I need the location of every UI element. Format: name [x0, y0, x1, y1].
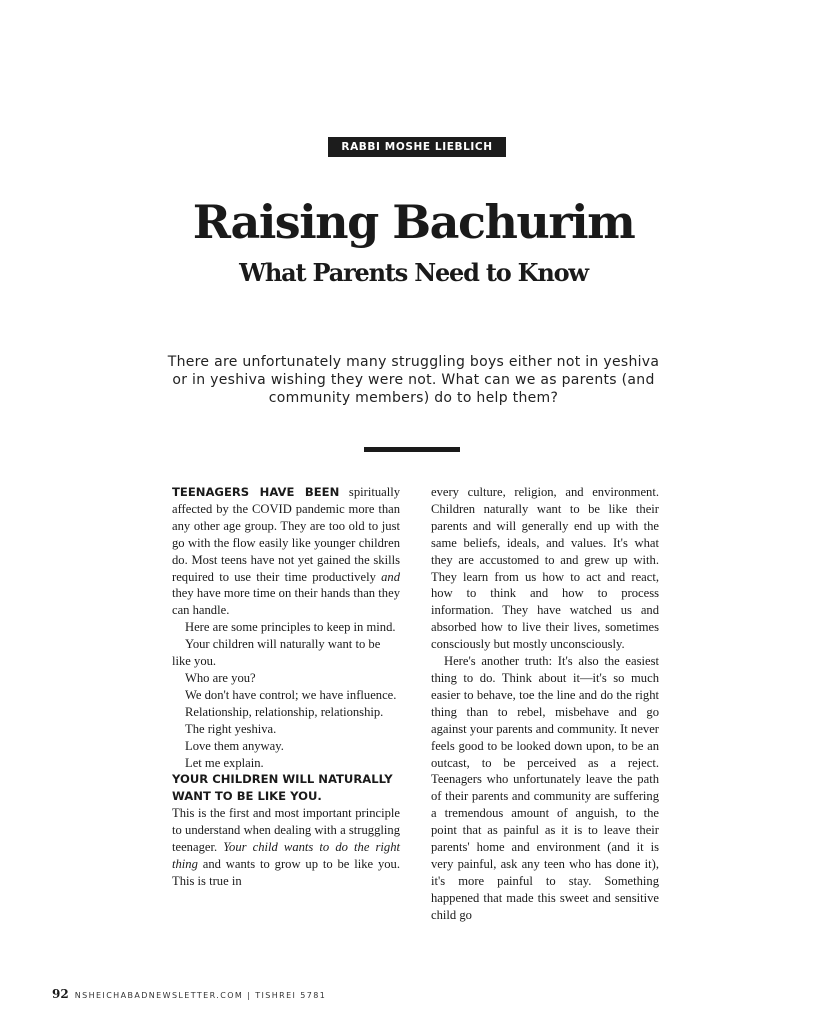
principle-item: The right yeshiva. [185, 721, 277, 736]
principle-item: Love them anyway. [185, 738, 284, 753]
left-column [172, 484, 400, 890]
principle-item: Relationship, relationship, relationship. [185, 704, 384, 719]
body-paragraph: Here's another truth: It's also the easiest thing to do. Think about it—it's so much easier to behave, toe the line and do the right thing than to rebel, misbehave and go against your parents and community. It never feels good to be looked down upon, to be an outcast, to be perceived as a reject. Teenagers who unfortunately leave the path of their parents and community are suffering a tremendous amount of anguish, to the point that as painful as it is to leave their parents' home and environment (and it is very painful, ask any teen who has done it), it's more painful to stay. Something happened that made this sweet and sensitive child go [431, 654, 659, 922]
author-byline: RABBI MOSHE LIEBLICH [328, 137, 506, 157]
body-paragraph: every culture, religion, and environment. Children naturally want to be like their parents and will generally end up with the same beliefs, ideals, and values. It's what they are accustomed to and grew up with. They learn from us how to act and react, how to think and how to process information. They have watched us and absorbed how to live their lives, sometimes consciously but mostly unconsciously. [431, 485, 659, 652]
principle-item: Your children will naturally want to be like you. [172, 637, 381, 669]
lead-in: TEENAGERS HAVE BEEN [172, 485, 340, 499]
footer-text: NSHEICHABADNEWSLETTER.COM | TISHREI 5781 [74, 991, 327, 1000]
article-intro: There are unfortunately many struggling boys either not in yeshiva or in yeshiva wishing they were not. What can we as parents (and community members) do to help them? [167, 354, 660, 406]
page-number: 92 [52, 987, 69, 1001]
principles-intro: Here are some principles to keep in mind. [185, 620, 396, 635]
principle-item: Let me explain. [185, 755, 264, 770]
lead-paragraph: TEENAGERS HAVE BEEN spiritually affected by the COVID pandemic more than any other age group. They are too old to just go with the flow easily like younger children do. Most teens have not yet gained the skills required to use their time productively and they have more time on their hands than they can handle. [172, 485, 400, 618]
right-column [431, 484, 659, 924]
page-footer [52, 987, 326, 1001]
article-subtitle: What Parents Need to Know [239, 258, 588, 287]
article-title: Raising Bachurim [192, 195, 635, 249]
body-paragraph: This is the first and most important principle to understand when dealing with a struggling teenager. Your child wants to do the right thing and wants to grow up to be like you. This is true in [172, 806, 400, 888]
principle-item: Who are you? [185, 670, 256, 685]
section-subhead: YOUR CHILDREN WILL NATURALLY WANT TO BE LIKE YOU. [172, 772, 393, 804]
principle-item: We don't have control; we have influence. [185, 687, 397, 702]
section-divider [364, 447, 460, 452]
